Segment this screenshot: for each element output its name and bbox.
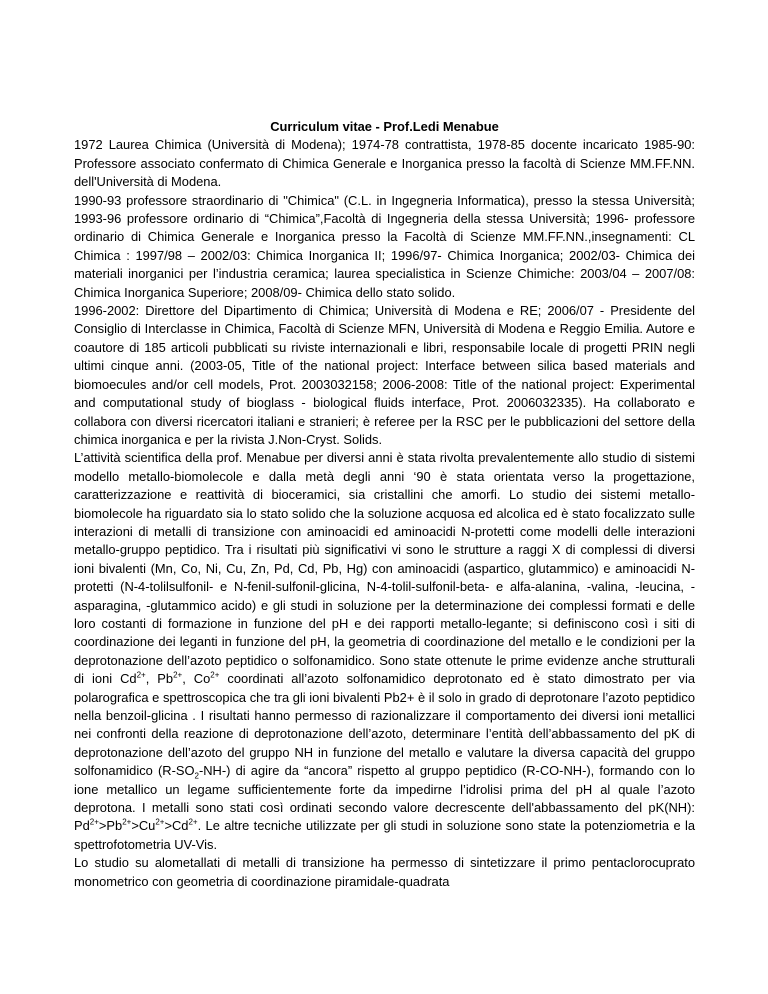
subscript: 2	[194, 771, 199, 781]
superscript: 2+	[136, 670, 146, 680]
paragraph-research	[74, 449, 695, 854]
superscript: 2+	[89, 818, 99, 828]
text-segment: , Co	[182, 671, 211, 687]
paragraph-career: 1990-93 professore straordinario di "Chimica" (C.L. in Ingegneria Informatica), presso la stessa Università; 1993-96 professore ordinario di “Chimica”,Facoltà di Ingegneria della stessa Università; 1996- professore ordinario di Chimica Generale e Inorganica presso la Facoltà di Scienze MM.FF.NN.,insegnamenti: CL Chimica : 1997/98 – 2002/03: Chimica Inorganica II; 1996/97- Chimica Inorganica; 2002/03- Chimica dei materiali inorganici per l’industria ceramica; laurea specialistica in Scienze Chimiche: 2003/04 – 2007/08: Chimica Inorganica Superiore; 2008/09- Chimica dello stato solido.	[74, 192, 695, 300]
superscript: 2+	[155, 818, 165, 828]
text-segment: >Cd	[164, 818, 189, 834]
text-segment: . Le altre tecniche utilizzate per gli studi in soluzione sono state la potenziometria e la spettrofotometria UV-Vis.	[74, 818, 695, 852]
superscript: 2+	[188, 818, 198, 828]
superscript: 2+	[173, 670, 183, 680]
text-segment: coordinati all’azoto solfonamidico deprotonato ed è stato dimostrato per via polarografica e spettroscopica che tra gli ioni bivalenti Pb2+ è il solo in grado di deprotonare l’azoto peptidico nella benzoil-glicina . I risultati hanno permesso di razionalizzare il comportamento dei diversi ioni metallici nei confronti della reazione di deprotonazione dell’azoto, determinare l’entità dell’abbassamento del pK di deprotonazione dell’azoto del gruppo NH in funzione del metallo e valutare la diversa capacità del gruppo solfonamidico (R-SO	[74, 671, 695, 779]
document-page	[74, 118, 695, 891]
paragraph-halometallates: Lo studio su alometallati di metalli di transizione ha permesso di sintetizzare il primo pentaclorocuprato monometrico con geometria di coordinazione piramidale-quadrata	[74, 855, 695, 889]
text-segment: >Cu	[131, 818, 156, 834]
text-segment: -NH-) di agire da “ancora” rispetto al gruppo peptidico (R-CO-NH-), formando con lo ione metallico un legame sufficientemente forte da impedirne l’idrolisi prima del pH al quale l’azoto deprotona. I metalli sono stati così ordinati secondo valore decrescente dell'abbassamento del pK(NH): Pd	[74, 763, 695, 834]
text-segment: >Pb	[98, 818, 123, 834]
document-title: Curriculum vitae - Prof.Ledi Menabue	[270, 119, 499, 134]
superscript: 2+	[210, 670, 220, 680]
paragraph-education: 1972 Laurea Chimica (Università di Modena); 1974-78 contrattista, 1978-85 docente incaricato 1985-90: Professore associato confermato di Chimica Generale e Inorganica presso la facoltà di Scienze MM.FF.NN. dell'Università di Modena.	[74, 137, 695, 190]
paragraph-roles: 1996-2002: Direttore del Dipartimento di Chimica; Università di Modena e RE; 2006/07 - Presidente del Consiglio di Interclasse in Chimica, Facoltà di Scienze MFN, Università di Modena e Reggio Emilia. Autore e coautore di 185 articoli pubblicati su riviste internazionali e libri, responsabile locale di progetti PRIN negli ultimi cinque anni. (2003-05, Title of the national project: Interface between silica based materials and biomoecules and/or cell models, Prot. 2003032158; 2006-2008: Title of the national project: Experimental and computational study of bioglass - biological fluids interface, Prot. 2006032335). Ha collaborato e collabora con diversi ricercatori italiani e stranieri; è referee per la RSC per le pubblicazioni del settore della chimica inorganica e per la rivista J.Non-Cryst. Solids.	[74, 303, 695, 447]
text-segment: L’attività scientifica della prof. Menabue per diversi anni è stata rivolta prevalentemente allo studio di sistemi modello metallo-biomolecole e dalla metà degli anni ‘90 è stata orientata verso la progettazione, caratterizzazione e reattività di bioceramici, sia cristallini che amorfi. Lo studio dei sistemi metallo-biomolecole ha riguardato sia lo stato solido che la soluzione acquosa ed alcolica ed è stato focalizzato sulle interazioni di metalli di transizione con aminoacidi ed aminoacidi N-protetti come modelli delle interazioni metallo-gruppo peptidico. Tra i risultati più significativi vi sono le strutture a raggi X di complessi di diversi ioni bivalenti (Mn, Co, Ni, Cu, Zn, Pd, Cd, Pb, Hg) con aminoacidi (aspartico, glutammico) e aminoacidi N-protetti (N-4-tolilsulfonil- e N-fenil-sulfonil-glicina, N-4-tolil-sulfonil-beta- e alfa-alanina, -valina, -leucina, -asparagina, -glutammico acido) e gli studi in soluzione per la determinazione dei complessi formati e delle loro costanti di formazione in funzione del pH e dei rapporti metallo-legante; si definiscono così i siti di coordinazione dei leganti in funzione del pH, la geometria di coordinazione del metallo e le condizioni per la deprotonazione dell’azoto peptidico o solfonamidico. Sono state ottenute le prime evidenze anche strutturali di ioni Cd	[74, 450, 695, 687]
text-segment: , Pb	[145, 671, 174, 687]
superscript: 2+	[122, 818, 132, 828]
